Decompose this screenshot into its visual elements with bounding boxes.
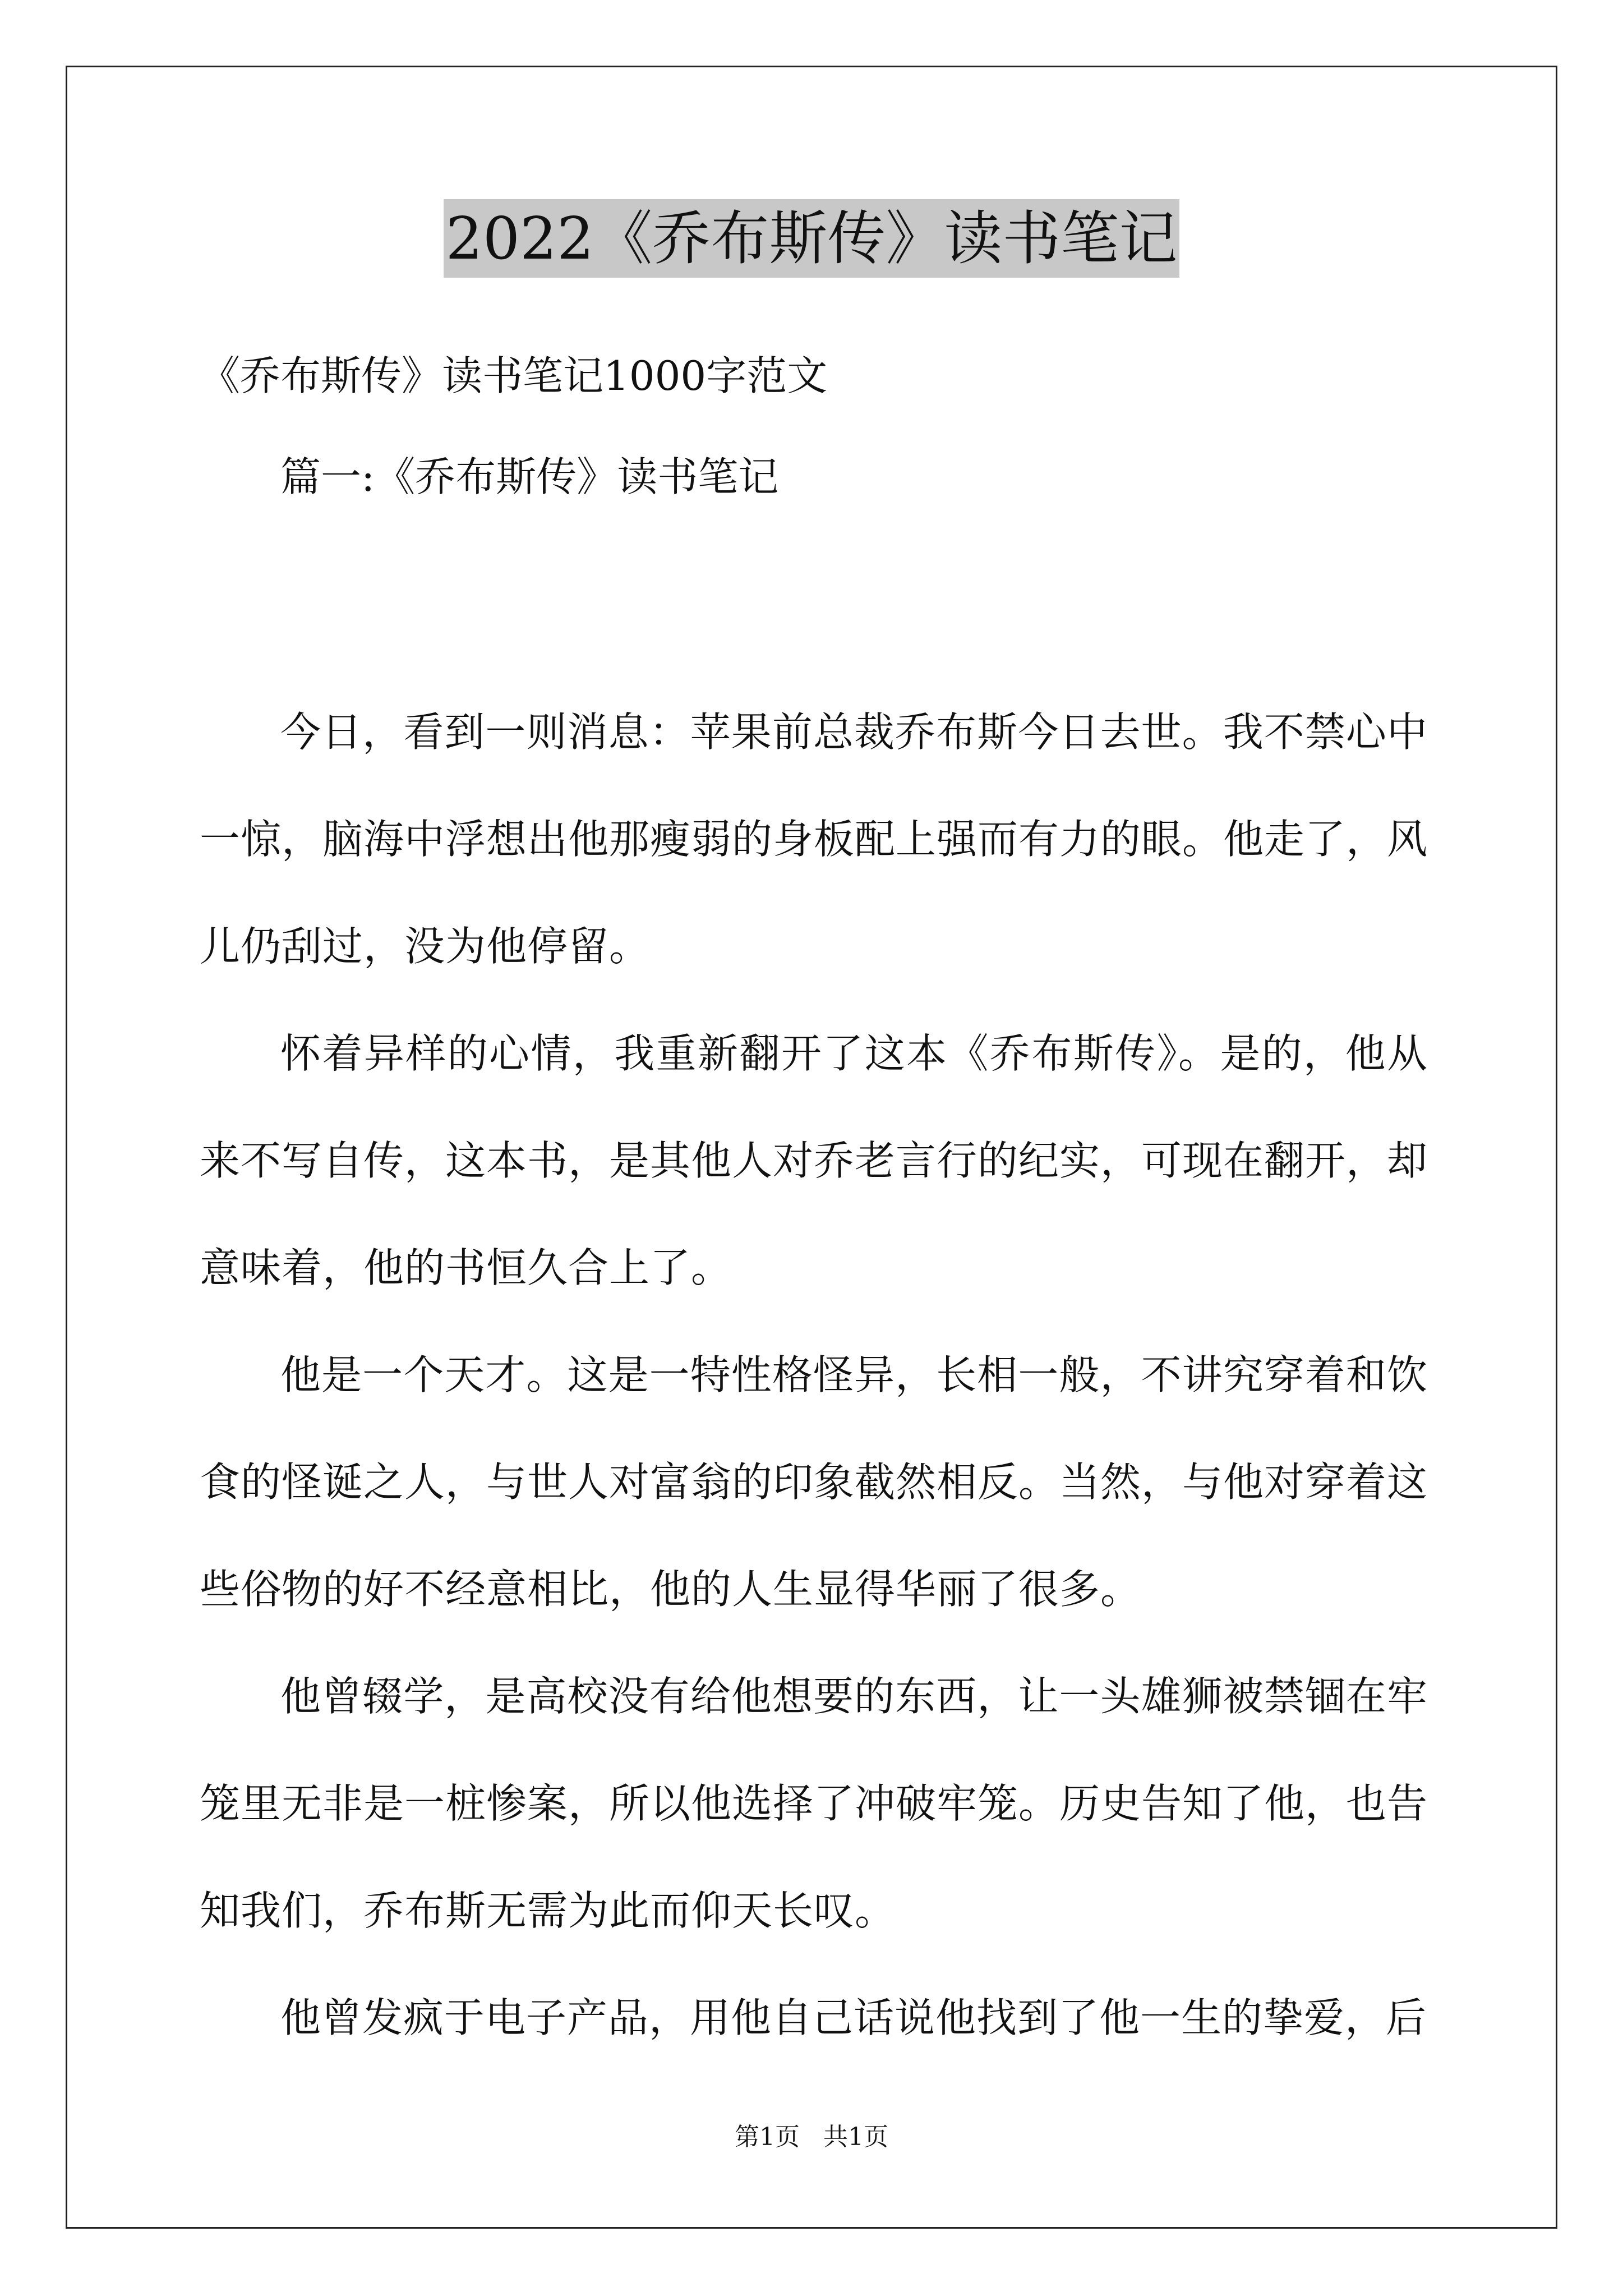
page-total: 共1页 xyxy=(823,2123,888,2151)
paragraph: 他曾辍学，是高校没有给他想要的东西，让一头雄狮被禁锢在牢笼里无非是一桩惨案，所以他选择了冲破牢笼。历史告知了他，也告知我们，乔布斯无需为此而仰天长叹。 xyxy=(200,1673,1428,1934)
document-title: 2022《乔布斯传》读书笔记 xyxy=(444,199,1180,278)
section-heading: 篇一:《乔布斯传》读书笔记 xyxy=(280,453,779,500)
document-body xyxy=(200,337,1428,2072)
paragraph: 他是一个天才。这是一特性格怪异，长相一般，不讲究穿着和饮食的怪诞之人，与世人对富翁的印象截然相反。当然，与他对穿着这些俗物的好不经意相比，他的人生显得华丽了很多。 xyxy=(200,1351,1428,1613)
page-footer xyxy=(0,2120,1623,2154)
paragraph: 今日，看到一则消息：苹果前总裁乔布斯今日去世。我不禁心中一惊，脑海中浮想出他那瘦弱的身板配上强而有力的眼。他走了，风儿仍刮过，没为他停留。 xyxy=(200,708,1428,970)
document-subtitle: 《乔布斯传》读书笔记1000字范文 xyxy=(200,352,828,399)
title-container xyxy=(0,199,1623,278)
paragraph: 怀着异样的心情，我重新翻开了这本《乔布斯传》。是的，他从来不写自传，这本书，是其他人对乔老言行的纪实，可现在翻开，却意味着，他的书恒久合上了。 xyxy=(200,1030,1428,1291)
paragraph: 他曾发疯于电子产品，用他自己话说他找到了他一生的挚爱，后 xyxy=(280,1994,1427,2041)
body-text xyxy=(200,679,1428,2072)
page-number: 第1页 xyxy=(735,2123,800,2151)
